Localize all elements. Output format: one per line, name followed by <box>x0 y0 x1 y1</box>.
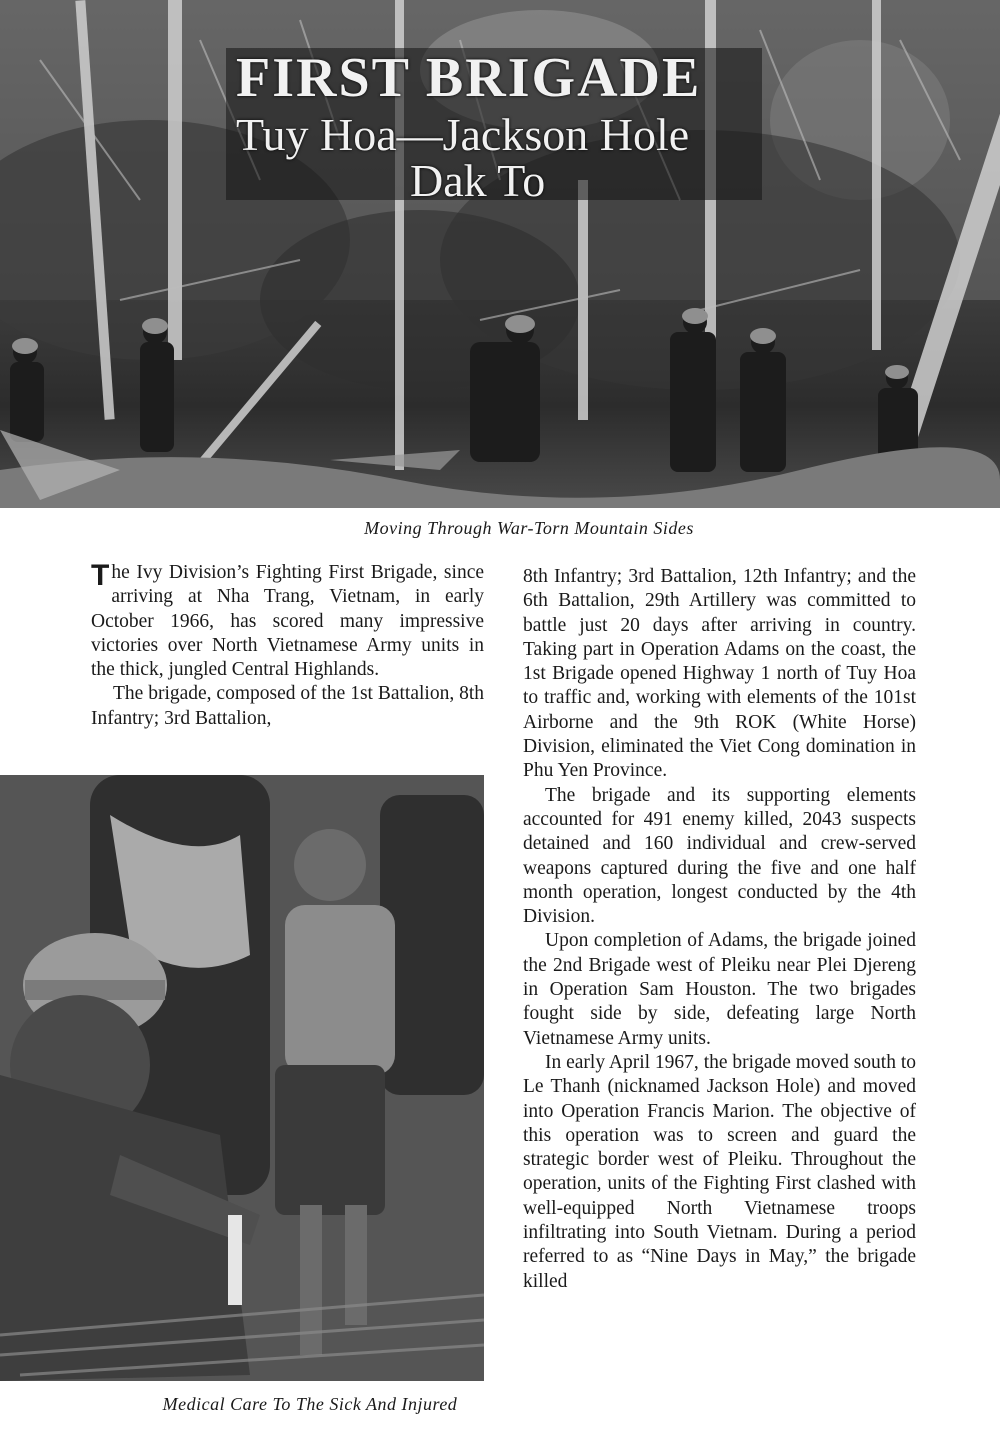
article-paragraph-1 <box>91 561 484 682</box>
page-subtitle-dak-to: Dak To <box>410 155 546 206</box>
medical-care-illustration <box>0 775 484 1381</box>
article-paragraph-4: The brigade and its supporting elements accounted for 491 enemy killed, 2043 suspects detained and 160 individual and crew-served weapons captured during the five and one half month operation, longest conducted by the 4th Division. <box>523 784 916 928</box>
top-photo-caption: Moving Through War-Torn Mountain Sides <box>364 518 694 538</box>
article-right-column <box>523 565 916 1294</box>
page-title: FIRST BRIGADE <box>236 47 702 109</box>
paragraph-1-text: he Ivy Division’s Fighting First Brigade, since arriving at Nha Trang, Vietnam, in early October 1966, has scored many impressive victories over North Vietnamese Army units in the thick, jungled Central Highlands. <box>91 562 484 681</box>
article-left-column <box>91 561 484 731</box>
page-subtitle-places: Tuy Hoa—Jackson Hole <box>236 109 690 160</box>
article-paragraph-6: In early April 1967, the brigade moved south to Le Thanh (nicknamed Jackson Hole) and moved into Operation Francis Marion. The objective of this operation was to screen and guard the strategic border west of Pleiku. Throughout the operation, units of the Fighting First clashed with well-equipped North Vietnamese troops infiltrating into South Vietnam. During a period referred to as “Nine Days in May,” the brigade killed <box>523 1051 916 1292</box>
article-paragraph-3: 8th Infantry; 3rd Battalion, 12th Infantry; and the 6th Battalion, 29th Artillery was committed to battle just 20 days after arriving in country. Taking part in Operation Adams on the coast, the 1st Brigade opened Highway 1 north of Tuy Hoa to traffic and, working with elements of the 101st Airborne and the 9th ROK (White Horse) Division, eliminated the Viet Cong domination in Phu Yen Province. <box>523 566 916 782</box>
medical-care-photo <box>0 775 484 1381</box>
bottom-photo-caption: Medical Care To The Sick And Injured <box>162 1394 458 1414</box>
article-paragraph-2: The brigade, composed of the 1st Battalion, 8th Infantry; 3rd Battalion, <box>91 683 484 729</box>
article-paragraph-5: Upon completion of Adams, the brigade joined the 2nd Brigade west of Pleiku near Plei Djereng in Operation Sam Houston. The two brigades fought side by side, defeating large North Vietnamese Army units. <box>523 930 916 1049</box>
drop-cap: T <box>91 559 110 592</box>
jungle-patrol-photo <box>0 0 1000 508</box>
